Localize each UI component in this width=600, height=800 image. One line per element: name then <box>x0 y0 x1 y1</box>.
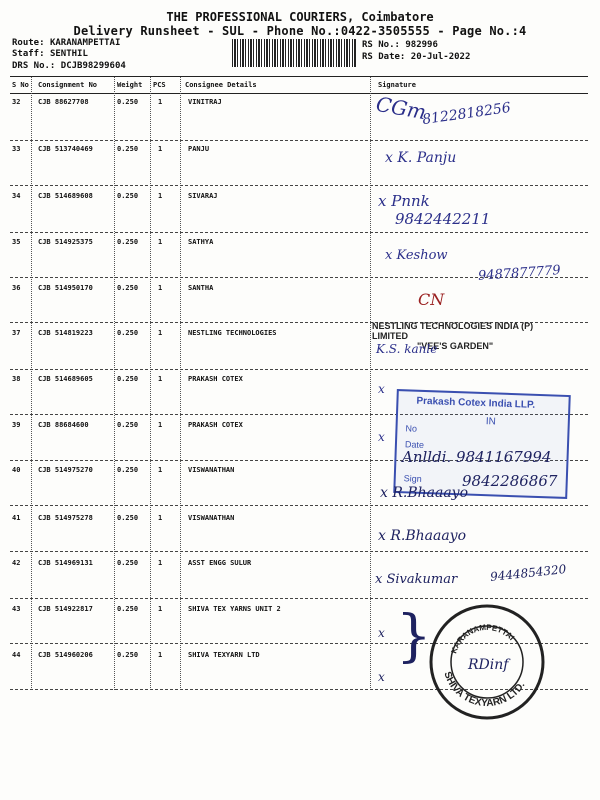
drs-label: DRS No.: <box>12 61 56 71</box>
row-pcs: 1 <box>158 192 163 200</box>
signature-scribble: x Pnnk <box>378 192 430 210</box>
staff-line <box>12 49 88 59</box>
signature-scribble: CN <box>418 290 445 309</box>
row-weight: 0.250 <box>117 329 139 337</box>
row-pcs: 1 <box>158 559 163 567</box>
row-consignment: CJB 513740469 <box>38 145 93 153</box>
handwritten-name <box>385 150 456 166</box>
row-consignee: PRAKASH COTEX <box>188 375 243 383</box>
row-sno: 41 <box>12 514 21 522</box>
row-consignment: CJB 514689605 <box>38 375 93 383</box>
row-separator <box>10 185 588 186</box>
row-consignment: CJB 514925375 <box>38 238 93 246</box>
row-consignee: SHIVA TEX YARNS UNIT 2 <box>188 605 281 613</box>
signature-scribble: K.S. kanle <box>376 342 438 356</box>
x-mark: x <box>378 626 385 640</box>
route-label: Route: <box>12 38 45 48</box>
handwritten-phone: 9444854320 <box>489 562 567 584</box>
seal-signature: RDinf <box>468 657 509 673</box>
row-pcs: 1 <box>158 238 163 246</box>
row-pcs: 1 <box>158 605 163 613</box>
route-value: KARANAMPETTAI <box>49 38 121 48</box>
signature-scribble: Anlldi. <box>402 448 452 466</box>
x-mark: x <box>378 670 385 684</box>
row-sno: 32 <box>12 98 21 106</box>
row-consignee: VISWANATHAN <box>188 514 235 522</box>
row-sno: 35 <box>12 238 21 246</box>
row-pcs: 1 <box>158 375 163 383</box>
row-sno: 44 <box>12 651 21 659</box>
row-pcs: 1 <box>158 421 163 429</box>
x-mark: x <box>378 382 385 396</box>
row-sno: 37 <box>12 329 21 337</box>
handwritten-phone: 8122818256 <box>421 99 512 129</box>
row-consignment: CJB 514922817 <box>38 605 93 613</box>
row-consignee: SANTHA <box>188 284 214 292</box>
rs-date-value: 20-Jul-2022 <box>410 52 471 62</box>
row-weight: 0.250 <box>117 466 139 474</box>
row-consignment: CJB 514969131 <box>38 559 93 567</box>
col-header-signature: Signature <box>378 81 416 89</box>
row-consignment: CJB 514689608 <box>38 192 93 200</box>
row-separator <box>10 140 588 141</box>
row-weight: 0.250 <box>117 559 139 567</box>
row-consignee: VINITRAJ <box>188 98 222 106</box>
stamp-no-label: No <box>405 423 418 434</box>
table-top-border <box>10 76 588 77</box>
row-separator <box>10 505 588 506</box>
row-weight: 0.250 <box>117 605 139 613</box>
row-separator <box>10 369 588 370</box>
company-title: THE PROFESSIONAL COURIERS, Coimbatore <box>166 10 434 24</box>
stamp-subtitle: "VEE'S GARDEN" <box>417 341 494 351</box>
signature-scribble: x Sivakumar <box>375 572 458 587</box>
rs-date-line <box>362 52 470 62</box>
row-sno: 34 <box>12 192 21 200</box>
row-weight: 0.250 <box>117 284 139 292</box>
drs-value: DCJB98299604 <box>60 61 126 71</box>
stamp-date-label: Date <box>404 439 425 450</box>
runsheet-title: Delivery Runsheet - SUL - Phone No.:0422-3505555 - Page No.:4 <box>73 24 527 38</box>
staff-value: SENTHIL <box>49 49 88 59</box>
row-consignment: CJB 514960206 <box>38 651 93 659</box>
stamp-company-name: NESTLING TECHNOLOGIES INDIA (P) LIMITED <box>372 321 534 341</box>
signature-scribble: CGm <box>374 91 428 125</box>
stamp-company-name: Prakash Cotex India LLP. <box>416 395 536 411</box>
row-consignee: SATHYA <box>188 238 214 246</box>
row-pcs: 1 <box>158 651 163 659</box>
row-separator <box>10 598 588 599</box>
row-pcs: 1 <box>158 284 163 292</box>
row-sno: 40 <box>12 466 21 474</box>
row-weight: 0.250 <box>117 514 139 522</box>
x-mark: x <box>378 430 385 444</box>
x-mark: x <box>385 150 393 166</box>
col-header-consignment: Consignment No <box>38 81 98 89</box>
row-sno: 42 <box>12 559 21 567</box>
row-weight: 0.250 <box>117 98 139 106</box>
row-sno: 33 <box>12 145 21 153</box>
row-pcs: 1 <box>158 466 163 474</box>
rs-date-label: RS Date: <box>362 52 406 62</box>
handwritten-phone: 9487877779 <box>477 263 562 284</box>
handwritten-text: 9841167994 <box>456 448 552 466</box>
row-consignee: PANJU <box>188 145 210 153</box>
row-consignee: ASST ENGG SULUR <box>188 559 252 567</box>
seal-inner-text: KARANAMPETTAI <box>449 622 517 655</box>
row-consignee: SHIVA TEXYARN LTD <box>188 651 260 659</box>
row-weight: 0.250 <box>117 651 139 659</box>
row-weight: 0.250 <box>117 421 139 429</box>
seal-outer-text: SHIVA TEXYARN LTD. <box>441 670 528 710</box>
row-separator <box>10 551 588 552</box>
handwritten-phone <box>402 448 551 466</box>
rs-no-value: 982996 <box>405 40 438 50</box>
row-separator <box>10 232 588 233</box>
route-line <box>12 38 120 48</box>
col-header-sno: S No <box>12 81 29 89</box>
row-consignment: CJB 88627708 <box>38 98 89 106</box>
row-weight: 0.250 <box>117 145 139 153</box>
seal-graphic <box>428 603 546 721</box>
row-consignee: PRAKASH COTEX <box>188 421 243 429</box>
row-weight: 0.250 <box>117 192 139 200</box>
row-sno: 36 <box>12 284 21 292</box>
row-pcs: 1 <box>158 514 163 522</box>
barcode <box>232 39 356 67</box>
col-header-weight: Weight <box>117 81 143 89</box>
row-consignment: CJB 514819223 <box>38 329 93 337</box>
row-consignment: CJB 514975270 <box>38 466 93 474</box>
round-seal <box>428 603 546 721</box>
signature-scribble: x Keshow <box>385 248 448 263</box>
table-header-border <box>10 93 588 94</box>
col-header-consignee: Consignee Details <box>185 81 257 89</box>
row-sno: 38 <box>12 375 21 383</box>
signature-scribble: x R.Bhaaayo <box>378 528 467 544</box>
row-pcs: 1 <box>158 329 163 337</box>
row-weight: 0.250 <box>117 375 139 383</box>
row-consignee: NESTLING TECHNOLOGIES <box>188 329 277 337</box>
row-consignee: VISWANATHAN <box>188 466 235 474</box>
handwritten-phone: 9842286867 <box>462 472 558 490</box>
rs-no-line <box>362 40 438 50</box>
row-consignment: CJB 514975278 <box>38 514 93 522</box>
handwritten-text: K. Panju <box>397 150 457 166</box>
signature-scribble: x R.Bhaaayo <box>380 485 469 501</box>
row-consignment: CJB 514950170 <box>38 284 93 292</box>
row-consignee: SIVARAJ <box>188 192 218 200</box>
row-sno: 43 <box>12 605 21 613</box>
staff-label: Staff: <box>12 49 45 59</box>
col-header-pcs: PCS <box>153 81 166 89</box>
row-pcs: 1 <box>158 145 163 153</box>
row-consignment: CJB 88684600 <box>38 421 89 429</box>
row-sno: 39 <box>12 421 21 429</box>
drs-line <box>12 61 126 71</box>
stamp-sign-label: Sign <box>403 473 422 484</box>
row-weight: 0.250 <box>117 238 139 246</box>
row-pcs: 1 <box>158 98 163 106</box>
bracket-mark: } <box>396 604 432 669</box>
stamp-in-label: IN <box>485 416 496 428</box>
handwritten-phone: 9842442211 <box>395 210 491 228</box>
rs-no-label: RS No.: <box>362 40 400 50</box>
